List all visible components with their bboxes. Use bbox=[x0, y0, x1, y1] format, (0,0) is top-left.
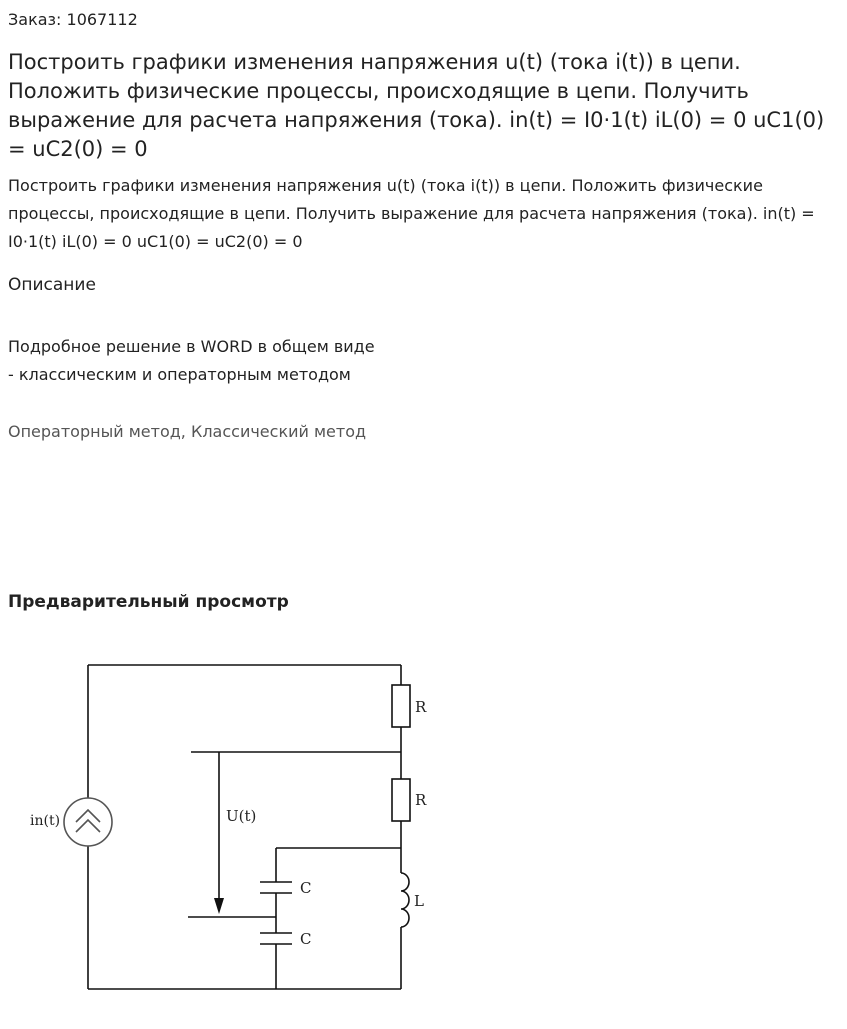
capacitor-bottom-label: C bbox=[300, 930, 312, 948]
current-source bbox=[64, 798, 112, 846]
resistor-mid bbox=[392, 779, 410, 821]
order-number: Заказ: 1067112 bbox=[8, 10, 138, 29]
resistor-mid-label: R bbox=[415, 791, 427, 809]
task-summary: Построить графики изменения напряжения u(t) (тока i(t)) в цепи. Положить физические процессы, происходящие в цепи. Получить выражение для расчета напряжения (тока). in(t) = I0·1(t) iL(0) = 0 uC1(0) = uC2(0) = 0 bbox=[8, 176, 815, 251]
inductor-label: L bbox=[414, 892, 424, 910]
description-heading: Описание bbox=[8, 275, 96, 295]
voltage-label: U(t) bbox=[226, 807, 257, 825]
capacitor-top-label: C bbox=[300, 879, 312, 897]
description-line: - классическим и операторным методом bbox=[8, 365, 351, 384]
inductor bbox=[401, 873, 409, 927]
page-title: Построить графики изменения напряжения u(t) (тока i(t)) в цепи. Положить физические процессы, происходящие в цепи. Получить выражение для расчета напряжения (тока). in(t) = I0·1(t) iL(0) = 0 uC1(0) = uC2(0) = 0 bbox=[8, 50, 825, 161]
voltage-arrow-head bbox=[214, 898, 224, 914]
description-line: Подробное решение в WORD в общем виде bbox=[8, 337, 375, 356]
tags-list: Операторный метод, Классический метод bbox=[8, 422, 367, 441]
preview-heading: Предварительный просмотр bbox=[8, 592, 289, 612]
resistor-top-label: R bbox=[415, 698, 427, 716]
source-label: in(t) bbox=[30, 813, 61, 829]
resistor-top bbox=[392, 685, 410, 727]
